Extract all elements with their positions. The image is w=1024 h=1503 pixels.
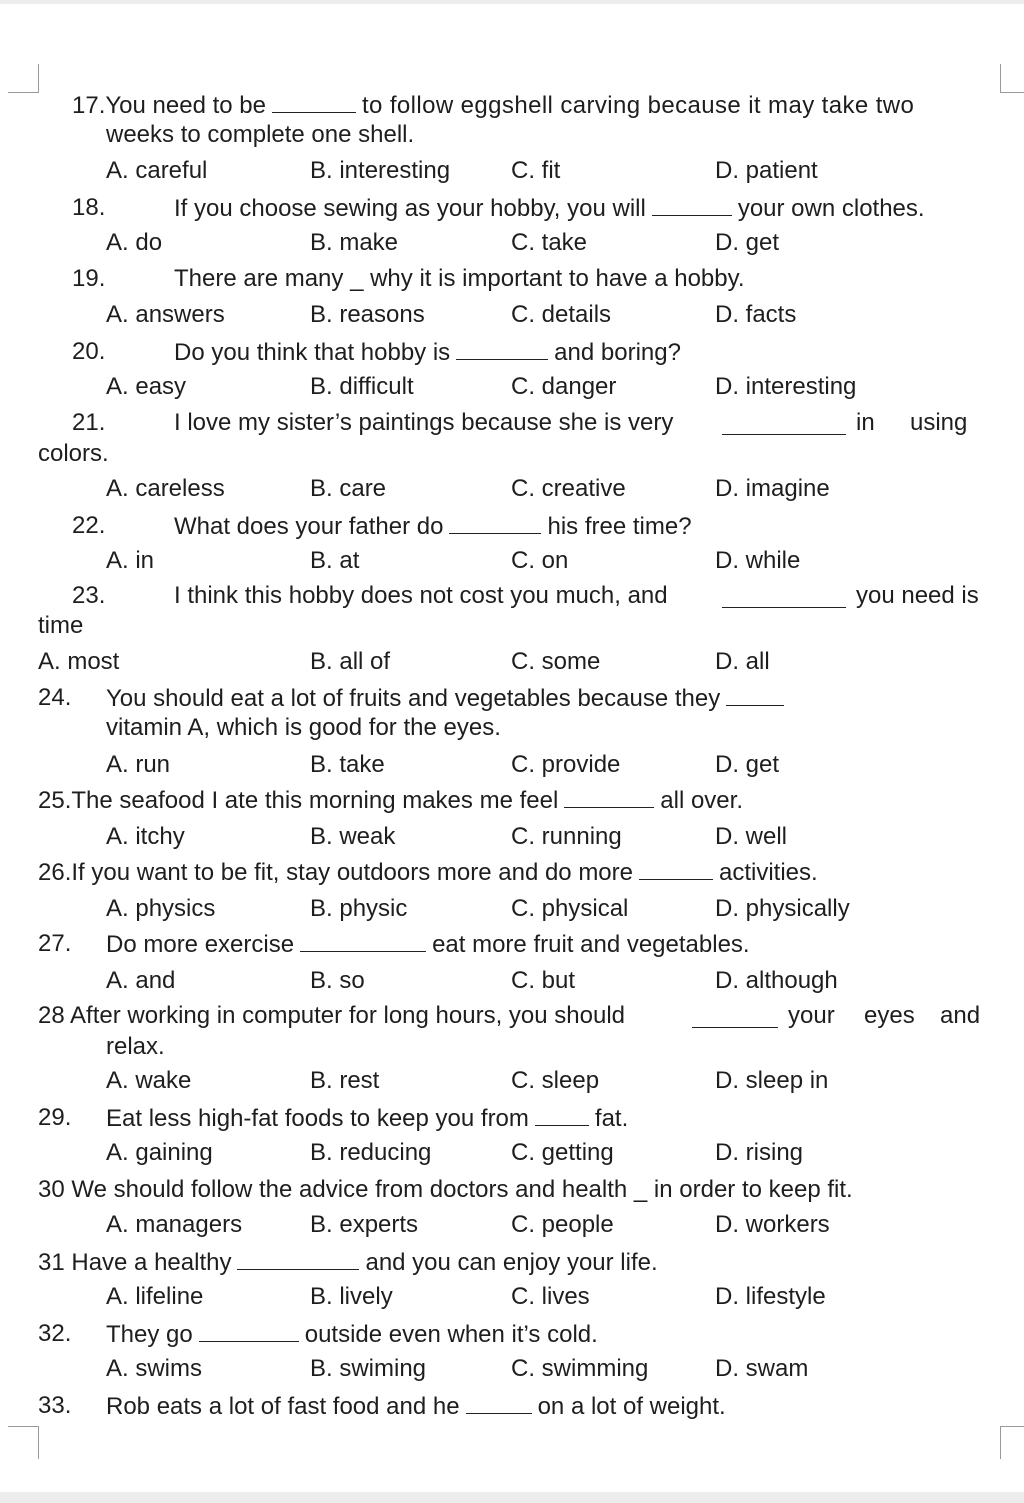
answer-blank: [199, 1319, 299, 1342]
answer-blank: [535, 1103, 589, 1126]
answer-blank: [652, 193, 732, 216]
question-text: relax.: [106, 1033, 165, 1060]
option-c: C. some: [511, 648, 601, 675]
corner-mark-top-right: [1000, 64, 1024, 93]
answer-blank: [722, 412, 846, 435]
option-c: C. physical: [511, 895, 629, 922]
option-c: C. fit: [511, 157, 561, 184]
question-text: all over.: [660, 787, 743, 814]
question-text: Do more exercise: [106, 931, 295, 958]
option-a: A. most: [38, 648, 120, 675]
option-d: D. although: [715, 967, 838, 994]
option-d: D. patient: [715, 157, 818, 184]
answer-blank: [726, 683, 784, 706]
question-text: 31 Have a healthy: [38, 1249, 232, 1276]
option-c: C. lives: [511, 1283, 590, 1310]
question-text: Rob eats a lot of fast food and he: [106, 1393, 460, 1420]
question-text: eyes: [864, 1002, 915, 1029]
question-text: 28 After working in computer for long hours, you should: [38, 1002, 625, 1029]
question-number: 21.: [72, 409, 106, 436]
option-a: A. do: [106, 229, 163, 256]
option-b: B. care: [310, 475, 387, 502]
answer-blank: [237, 1247, 359, 1270]
question-text: his free time?: [547, 513, 692, 540]
question-text: What does your father do: [174, 513, 444, 540]
option-a: A. in: [106, 547, 155, 574]
option-d: D. while: [715, 547, 801, 574]
option-b: B. difficult: [310, 373, 414, 400]
option-c: C. take: [511, 229, 588, 256]
question-text: activities.: [719, 859, 818, 886]
question-number: 27.: [38, 930, 72, 957]
option-c: C. creative: [511, 475, 626, 502]
question-text: your own clothes.: [737, 195, 925, 222]
question-text: You should eat a lot of fruits and vegetables because they: [106, 685, 721, 712]
question-number: 19.: [72, 265, 106, 292]
option-a: A. careless: [106, 475, 225, 502]
corner-mark-top-left: [8, 64, 39, 93]
option-c: C. running: [511, 823, 622, 850]
answer-blank: [466, 1391, 532, 1414]
option-c: C. danger: [511, 373, 617, 400]
question-text: outside even when it’s cold.: [304, 1321, 598, 1348]
question-text: I love my sister’s paintings because she is very: [174, 409, 674, 436]
option-d: D. imagine: [715, 475, 830, 502]
option-b: B. physic: [310, 895, 408, 922]
option-c: C. provide: [511, 751, 621, 778]
answer-blank: [692, 1005, 778, 1028]
option-a: A. lifeline: [106, 1283, 204, 1310]
option-c: C. sleep: [511, 1067, 600, 1094]
question-text: fat.: [594, 1105, 629, 1132]
option-b: B. make: [310, 229, 399, 256]
answer-blank: [722, 585, 846, 608]
option-c: C. but: [511, 967, 576, 994]
question-text: weeks to complete one shell.: [106, 121, 415, 148]
option-c: C. details: [511, 301, 612, 328]
question-text: 25.The seafood I ate this morning makes me feel: [38, 787, 559, 814]
option-b: B. weak: [310, 823, 396, 850]
corner-mark-bottom-left: [8, 1426, 39, 1459]
option-d: D. interesting: [715, 373, 857, 400]
question-number: 33.: [38, 1392, 72, 1419]
option-a: A. gaining: [106, 1139, 213, 1166]
option-a: A. careful: [106, 157, 208, 184]
question-text: Do you think that hobby is: [174, 339, 451, 366]
option-a: A. easy: [106, 373, 187, 400]
option-a: A. wake: [106, 1067, 192, 1094]
option-d: D. get: [715, 751, 780, 778]
question-number: 24.: [38, 684, 72, 711]
question-number: 22.: [72, 512, 106, 539]
option-d: D. swam: [715, 1355, 809, 1382]
option-c: C. swimming: [511, 1355, 649, 1382]
option-b: B. take: [310, 751, 385, 778]
question-number: 29.: [38, 1104, 72, 1131]
option-a: A. physics: [106, 895, 216, 922]
question-text: I think this hobby does not cost you much, and: [174, 582, 668, 609]
option-d: D. lifestyle: [715, 1283, 826, 1310]
question-text: Eat less high-fat foods to keep you from: [106, 1105, 529, 1132]
answer-blank: [564, 785, 654, 808]
question-number: 18.: [72, 194, 106, 221]
option-d: D. all: [715, 648, 770, 675]
question-text: time: [38, 612, 84, 639]
question-text: and you can enjoy your life.: [365, 1249, 658, 1276]
question-text: There are many _ why it is important to have a hobby.: [174, 265, 745, 292]
question-text: 30 We should follow the advice from doctors and health _ in order to keep fit.: [38, 1176, 853, 1203]
option-d: D. physically: [715, 895, 850, 922]
option-b: B. all of: [310, 648, 391, 675]
option-a: A. and: [106, 967, 176, 994]
option-b: B. interesting: [310, 157, 451, 184]
question-number: 20.: [72, 338, 106, 365]
question-text: you need is: [856, 582, 979, 609]
option-b: B. experts: [310, 1211, 419, 1238]
question-text: 26.If you want to be fit, stay outdoors more and do more: [38, 859, 633, 886]
option-b: B. lively: [310, 1283, 393, 1310]
option-c: C. on: [511, 547, 569, 574]
option-b: B. at: [310, 547, 360, 574]
question-text: 17.You need to be: [72, 92, 266, 119]
question-text: vitamin A, which is good for the eyes.: [106, 714, 501, 741]
option-a: A. itchy: [106, 823, 185, 850]
option-c: C. people: [511, 1211, 614, 1238]
question-text: If you choose sewing as your hobby, you will: [174, 195, 646, 222]
question-text: colors.: [38, 440, 109, 467]
question-text: on a lot of weight.: [537, 1393, 726, 1420]
question-text: your: [788, 1002, 835, 1029]
question-text: and: [940, 1002, 981, 1029]
option-a: A. managers: [106, 1211, 243, 1238]
question-number: 23.: [72, 582, 106, 609]
option-d: D. get: [715, 229, 780, 256]
question-text: eat more fruit and vegetables.: [432, 931, 750, 958]
question-text: using: [910, 409, 968, 436]
option-c: C. getting: [511, 1139, 614, 1166]
option-a: A. answers: [106, 301, 225, 328]
answer-blank: [272, 90, 356, 113]
option-d: D. rising: [715, 1139, 804, 1166]
question-text: to follow eggshell carving because it may take two: [361, 92, 915, 119]
option-a: A. swims: [106, 1355, 202, 1382]
option-d: D. facts: [715, 301, 797, 328]
option-b: B. so: [310, 967, 365, 994]
answer-blank: [449, 511, 541, 534]
option-b: B. reasons: [310, 301, 425, 328]
question-text: They go: [106, 1321, 193, 1348]
worksheet-page: [0, 4, 1024, 1492]
answer-blank: [300, 929, 426, 952]
option-a: A. run: [106, 751, 171, 778]
option-b: B. rest: [310, 1067, 380, 1094]
question-text: and boring?: [554, 339, 681, 366]
option-d: D. workers: [715, 1211, 830, 1238]
answer-blank: [456, 337, 548, 360]
option-b: B. swiming: [310, 1355, 427, 1382]
option-d: D. well: [715, 823, 788, 850]
answer-blank: [639, 857, 713, 880]
corner-mark-bottom-right: [1000, 1426, 1024, 1459]
option-b: B. reducing: [310, 1139, 432, 1166]
question-number: 32.: [38, 1320, 72, 1347]
option-d: D. sleep in: [715, 1067, 829, 1094]
question-text: in: [856, 409, 875, 436]
